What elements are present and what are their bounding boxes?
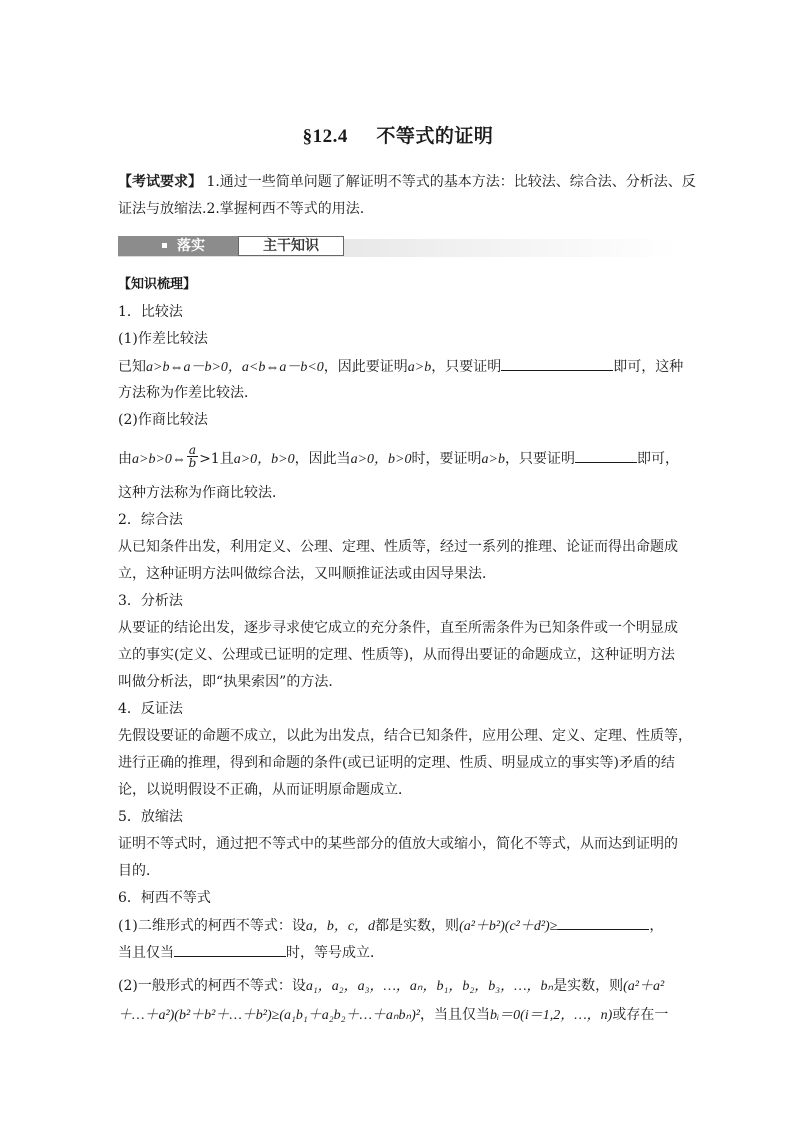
s5-heading: 5．放缩法 [118,809,183,825]
s3-line1: 从要证的结论出发，逐步寻求使它成立的充分条件，直至所需条件为已知条件或一个明显成 [118,620,678,636]
s1-heading: 1．比较法 [118,304,183,320]
s6-p2-line2: ＋…＋a²)(b²＋b²＋…＋b²)≥(a₁b₁＋a₂b₂＋…＋aₙbₙ)²，当且仅当bᵢ＝0(i＝1,2，…，n)或存在一 [118,1007,669,1023]
fill-blank[interactable] [557,915,649,930]
s2-heading: 2．综合法 [118,512,183,528]
section-banner [118,236,678,258]
s6-heading: 6．柯西不等式 [118,890,211,906]
s4-line3: 论，以说明假设不正确，从而证明原命题成立． [118,782,412,798]
fill-blank[interactable] [575,448,637,463]
s4-heading: 4．反证法 [118,701,183,717]
s1-sub2-line2: 这种方法称为作商比较法． [118,485,286,501]
s2-line1: 从已知条件出发，利用定义、公理、定理、性质等，经过一系列的推理、论证而得出命题成 [118,539,678,555]
section-number: §12.4 [302,126,348,147]
s5-line1: 证明不等式时，通过把不等式中的某些部分的值放大或缩小，简化不等式，从而达到证明的 [118,836,678,852]
s4-line1: 先假设要证的命题不成立，以此为出发点，结合已知条件，应用公理、定义、定理、性质等， [118,728,692,744]
requirements-line-1: 【考试要求】 1.通过一些简单问题了解证明不等式的基本方法：比较法、综合法、分析法、反 [118,174,696,190]
page-title [118,121,678,148]
s6-p1-line2: 当且仅当 时，等号成立． [118,942,678,963]
requirements-line-2: 证法与放缩法.2.掌握柯西不等式的用法. [118,201,365,217]
s3-line2: 立的事实(定义、公理或已证明的定理、性质等)，从而得出要证的命题成立，这种证明方法 [118,647,675,663]
s1-sub1-line2: 方法称为作差比较法． [118,385,258,401]
s6-p2-line1: (2)一般形式的柯西不等式：设a₁，a₂，a₃，…，aₙ，b₁，b₂，b₃，…，bₙ是实数，则(a²＋a² [118,978,665,994]
s1-sub1-line1: 已知a>b⇔a－b>0，a<b⇔a－b<0，因此要证明a>b，只要证明 即可，这种 [118,356,678,378]
banner-label: 主干知识 [238,236,344,256]
requirements-label: 【考试要求】 [118,174,202,190]
knowledge-header: 【知识梳理】 [118,277,197,292]
fill-blank[interactable] [174,942,286,957]
fraction: $\frac{a}{b}$ [188,442,197,470]
square-bullet-icon [162,243,167,248]
s1-sub2: (2)作商比较法 [118,412,208,428]
s5-line2: 目的． [118,863,160,879]
s1-sub2-line1: 由a>b>0⇔ $\frac{a}{b}$ >1且a>0，b>0，因此当a>0，b>0时，要证明a>b，只要证明 即可， [118,442,679,470]
s3-heading: 3．分析法 [118,593,183,609]
s4-line2: 进行正确的推理，得到和命题的条件(或已证明的定理、性质、明显成立的事实等)矛盾的结 [118,755,675,771]
section-title: 不等式的证明 [376,125,494,147]
s3-line3: 叫做分析法，即“执果索因”的方法． [118,674,343,690]
s1-sub1: (1)作差比较法 [118,331,208,347]
s6-p1-line1: (1)二维形式的柯西不等式：设a，b，c，d都是实数，则(a²＋b²)(c²＋d²)≥ ， [118,915,678,937]
fill-blank[interactable] [501,356,613,371]
banner-tag: 落实 [118,236,238,256]
s2-line2: 立，这种证明方法叫做综合法，又叫顺推证法或由因导果法． [118,566,496,582]
